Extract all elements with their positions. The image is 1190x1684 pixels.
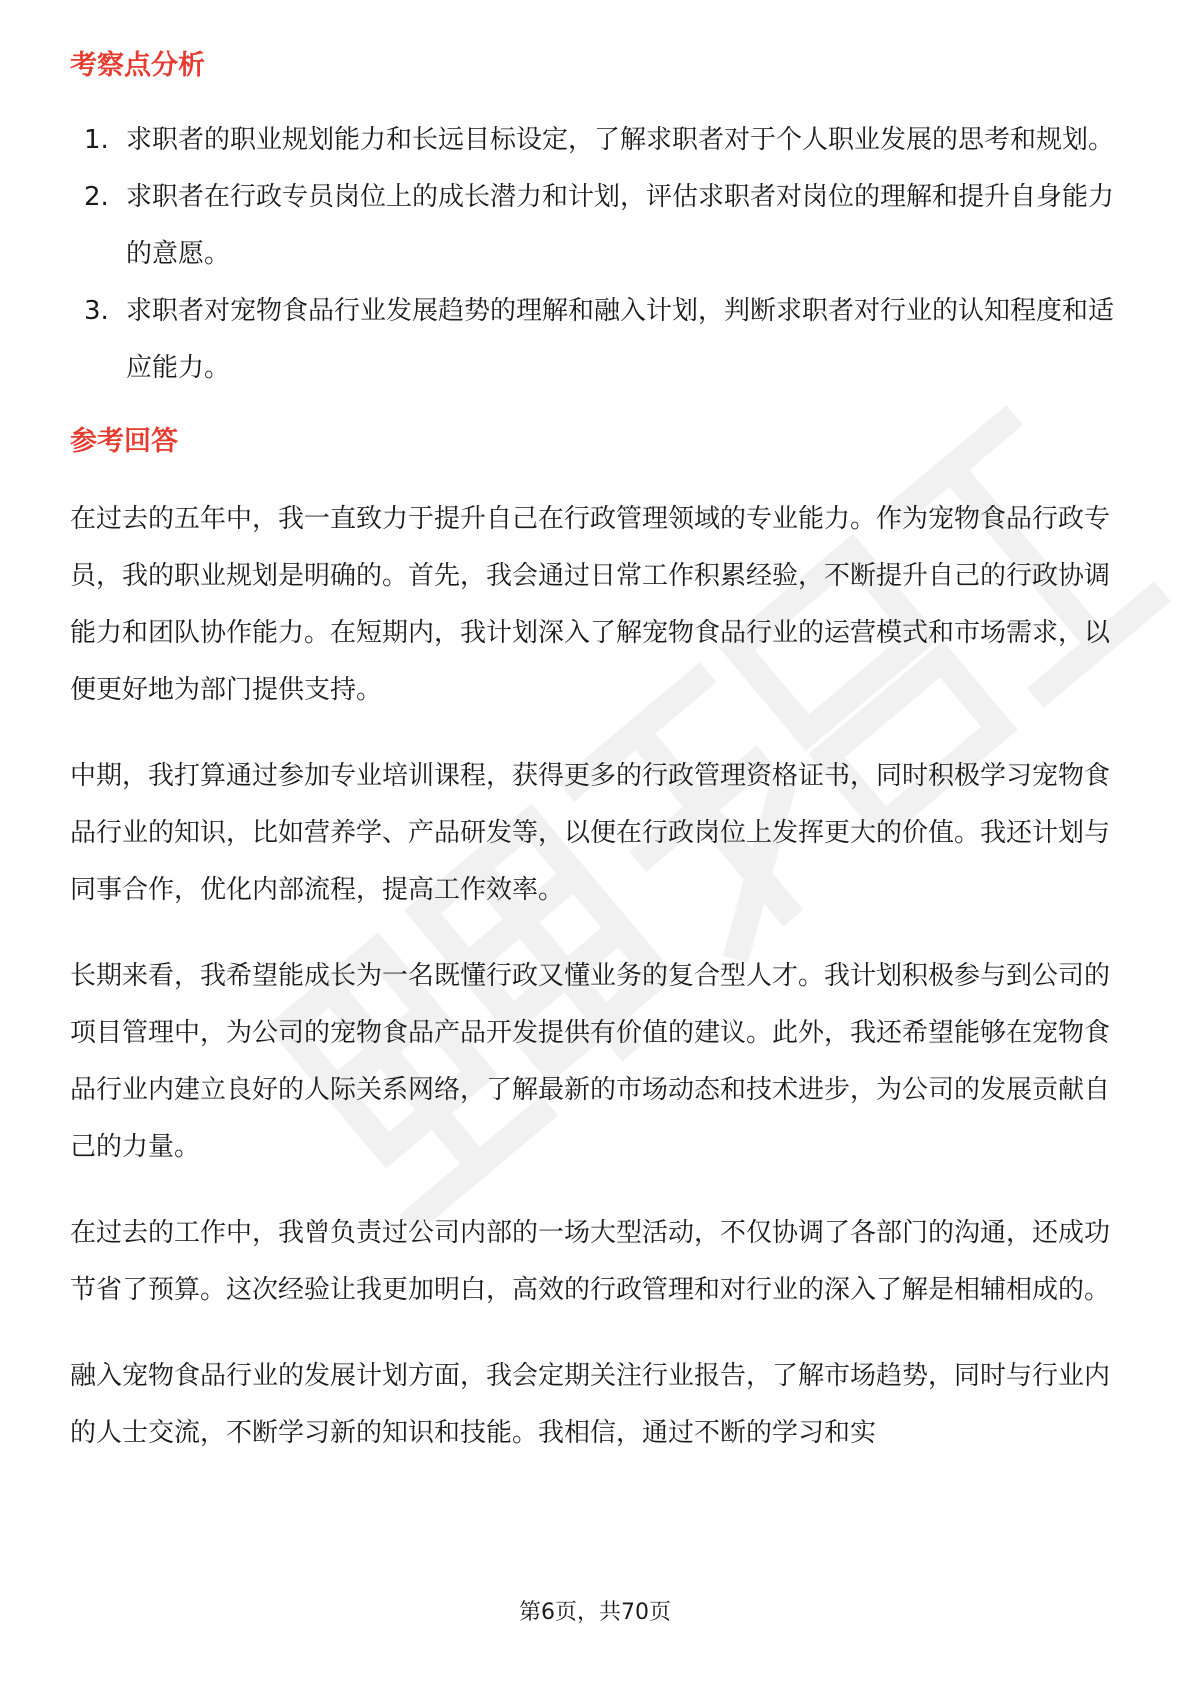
page-content [70,46,1122,1462]
answer-paragraph: 在过去的五年中，我一直致力于提升自己在行政管理领域的专业能力。作为宠物食品行政专员，我的职业规划是明确的。首先，我会通过日常工作积累经验，不断提升自己的行政协调能力和团队协作能力。在短期内，我计划深入了解宠物食品行业的运营模式和市场需求，以便更好地为部门提供支持。 [70,504,1111,705]
list-item [70,112,1122,169]
list-item [70,283,1122,397]
answer-paragraph: 融入宠物食品行业的发展计划方面，我会定期关注行业报告，了解市场趋势，同时与行业内的人士交流，不断学习新的知识和技能。我相信，通过不断的学习和实 [70,1361,1111,1448]
list-item-number: 2. [84,182,109,212]
list-item-number: 1. [84,125,109,155]
answer-paragraph: 在过去的工作中，我曾负责过公司内部的一场大型活动，不仅协调了各部门的沟通，还成功节省了预算。这次经验让我更加明白，高效的行政管理和对行业的深入了解是相辅相成的。 [70,1218,1111,1305]
answer-body [70,491,1122,1462]
list-item-text: 求职者的职业规划能力和长远目标设定，了解求职者对于个人职业发展的思考和规划。 [126,125,1115,155]
page-footer: 第6页，共70页 [519,1600,671,1625]
list-item-text: 求职者对宠物食品行业发展趋势的理解和融入计划，判断求职者对行业的认知程度和适应能力。 [126,296,1115,383]
list-item-text: 求职者在行政专员岗位上的成长潜力和计划，评估求职者对岗位的理解和提升自身能力的意愿。 [126,182,1115,269]
answer-heading: 参考回答 [70,426,178,457]
analysis-list [70,112,1122,397]
list-item-number: 3. [84,296,109,326]
analysis-heading: 考察点分析 [70,50,205,81]
list-item [70,169,1122,283]
answer-paragraph: 中期，我打算通过参加专业培训课程，获得更多的行政管理资格证书，同时积极学习宠物食品行业的知识，比如营养学、产品研发等，以便在行政岗位上发挥更大的价值。我还计划与同事合作，优化内部流程，提高工作效率。 [70,761,1111,905]
answer-paragraph: 长期来看，我希望能成长为一名既懂行政又懂业务的复合型人才。我计划积极参与到公司的项目管理中，为公司的宠物食品产品开发提供有价值的建议。此外，我还希望能够在宠物食品行业内建立良好的人际关系网络，了解最新的市场动态和技术进步，为公司的发展贡献自己的力量。 [70,961,1111,1162]
